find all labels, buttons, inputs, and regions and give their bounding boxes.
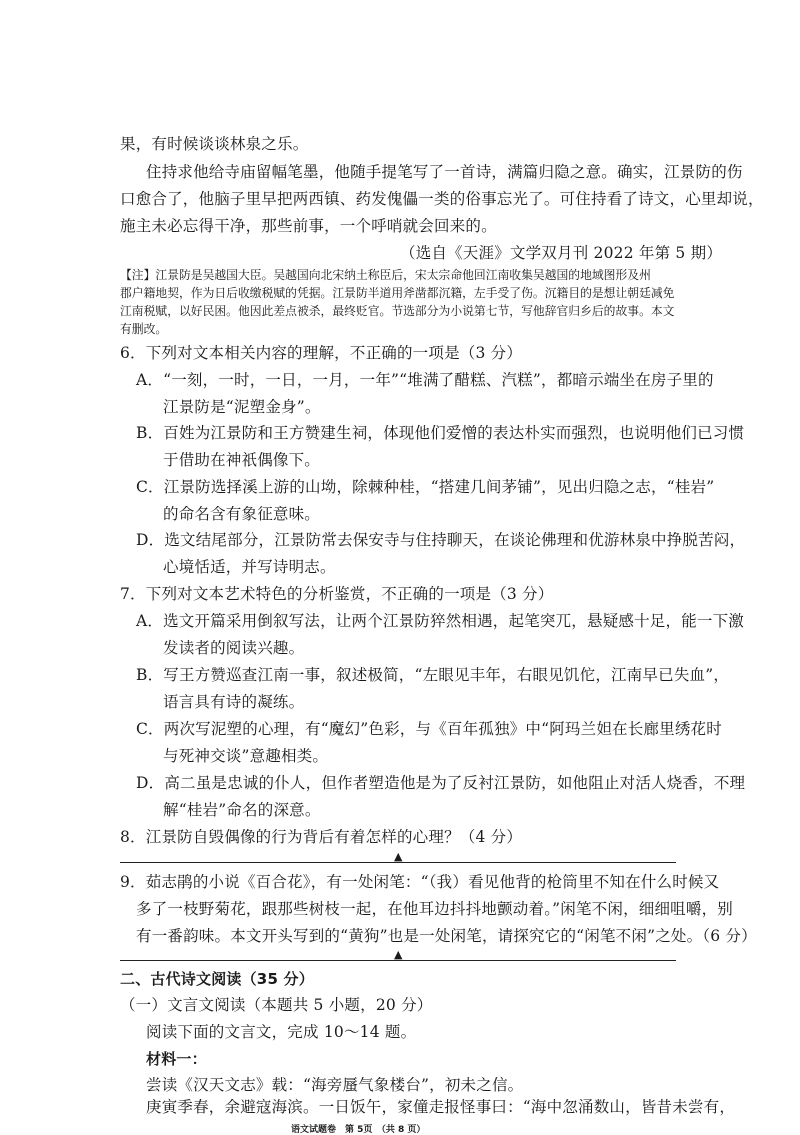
q7-option-d: D．高二虽是忠诚的仆人，但作者塑造他是为了反衬江景防，如他阻止对活人烧香，不理 bbox=[136, 774, 746, 792]
q6-option-a: A．“一刻，一时，一日，一月，一年”“堆满了醋糕、汽糕”，都暗示端坐在房子里的 bbox=[136, 371, 714, 389]
q6-option-b-cont: 于借助在神祇偶像下。 bbox=[163, 451, 321, 469]
note-line-3: 江南税赋，以好民困。他因此差点被杀，最终贬官。节选部分为小说第七节，写他辞官归乡后的故事。本文 bbox=[120, 304, 675, 318]
section2-title: 二、古代诗文阅读（35 分） bbox=[120, 970, 314, 988]
q8-stem: 8．江景防自毁偶像的行为背后有着怎样的心理？（4 分） bbox=[120, 828, 523, 846]
q7-option-b-cont: 语言具有诗的凝练。 bbox=[163, 693, 305, 711]
q6-option-a-cont: 江景防是“泥塑金身”。 bbox=[163, 398, 321, 416]
material-one-label: 材料一： bbox=[146, 1050, 207, 1068]
q9-line-1: 9．茹志鹃的小说《百合花》，有一处闲笔：“（我）看见他背的枪筒里不知在什么时候又 bbox=[120, 873, 720, 891]
story-line-3: 口愈合了，他脑子里早把两西镇、药发傀儡一类的俗事忘光了。可住持看了诗文，心里却说， bbox=[120, 190, 764, 208]
q6-option-b: B．百姓为江景防和王方赞建生祠，体现他们爱憎的表达朴实而强烈，也说明他们已习惯 bbox=[136, 424, 745, 442]
q6-option-d: D．选文结尾部分，江景防常去保安寺与住持聊天，在谈论佛理和优游林泉中挣脱苦闷， bbox=[136, 531, 746, 549]
q9-answer-marker: ▲ bbox=[394, 948, 403, 961]
story-line-4: 施主未必忘得干净，那些前事，一个呼哨就会回来的。 bbox=[120, 217, 497, 235]
q9-answer-line bbox=[120, 960, 676, 961]
material-line-2: 庚寅季春，余避寇海滨。一日饭午，家僮走报怪事曰：“海中忽涌数山，皆昔未尝有， bbox=[146, 1098, 736, 1116]
story-source: （选自《天涯》文学双月刊 2022 年第 5 期） bbox=[400, 244, 723, 262]
q6-option-d-cont: 心境恬适，并写诗明志。 bbox=[163, 558, 336, 576]
page-footer: 语文试题卷 第 5页 （共 8 页） bbox=[291, 1125, 426, 1135]
story-line-2: 住持求他给寺庙留幅笔墨，他随手提笔写了一首诗，满篇归隐之意。确实，江景防的伤 bbox=[146, 163, 743, 181]
note-line-1: 【注】江景防是吴越国大臣。吴越国向北宋纳土称臣后，宋太宗命他回江南收集吴越国的地域图形及州 bbox=[120, 268, 651, 282]
q8-answer-marker: ▲ bbox=[394, 850, 403, 863]
q7-option-d-cont: 解“桂岩”命名的深意。 bbox=[163, 801, 321, 819]
q6-stem: 6．下列对文本相关内容的理解，不正确的一项是（3 分） bbox=[120, 344, 523, 362]
q9-line-3: 有一番韵味。本文开头写到的“黄狗”也是一处闲笔，请探究它的“闲笔不闲”之处。（6 分） bbox=[136, 927, 757, 945]
q9-line-2: 多了一枝野菊花，跟那些树枝一起，在他耳边抖抖地颤动着。”闲笔不闲，细细咀嚼，别 bbox=[136, 900, 733, 918]
section2-instruction: 阅读下面的文言文，完成 10～14 题。 bbox=[146, 1023, 417, 1041]
note-line-4: 有删改。 bbox=[120, 322, 168, 336]
section2-subtitle: （一）文言文阅读（本题共 5 小题，20 分） bbox=[120, 996, 433, 1014]
q7-option-a: A．选文开篇采用倒叙写法，让两个江景防猝然相遇，起笔突兀，悬疑感十足，能一下激 bbox=[136, 612, 744, 630]
q8-answer-line bbox=[120, 862, 676, 863]
story-line-1: 果，有时候谈谈林泉之乐。 bbox=[120, 135, 309, 153]
q6-option-c-cont: 的命名含有象征意味。 bbox=[163, 505, 321, 523]
note-line-2: 郡户籍地契，作为日后收缴税赋的凭据。江景防半道用斧凿都沉籍，左手受了伤。沉籍目的是想让朝廷减免 bbox=[120, 286, 675, 300]
q7-option-a-cont: 发读者的阅读兴趣。 bbox=[163, 639, 305, 657]
q6-option-c: C．江景防选择溪上游的山坳，除棘种桂，“搭建几间茅铺”，见出归隐之志，“桂岩” bbox=[136, 478, 715, 496]
q7-stem: 7．下列对文本艺术特色的分析鉴赏，不正确的一项是（3 分） bbox=[120, 585, 554, 603]
q7-option-b: B．写王方赞巡查江南一事，叙述极简，“左眼见丰年，右眼见饥佗，江南早已失血”， bbox=[136, 666, 730, 684]
material-line-1: 尝读《汉天文志》载：“海旁蜃气象楼台”，初未之信。 bbox=[146, 1076, 524, 1094]
q7-option-c-cont: 与死神交谈”意趣相类。 bbox=[163, 747, 329, 765]
q7-option-c: C．两次写泥塑的心理，有“魔幻”色彩，与《百年孤独》中“阿玛兰妲在长廊里绣花时 bbox=[136, 720, 722, 738]
